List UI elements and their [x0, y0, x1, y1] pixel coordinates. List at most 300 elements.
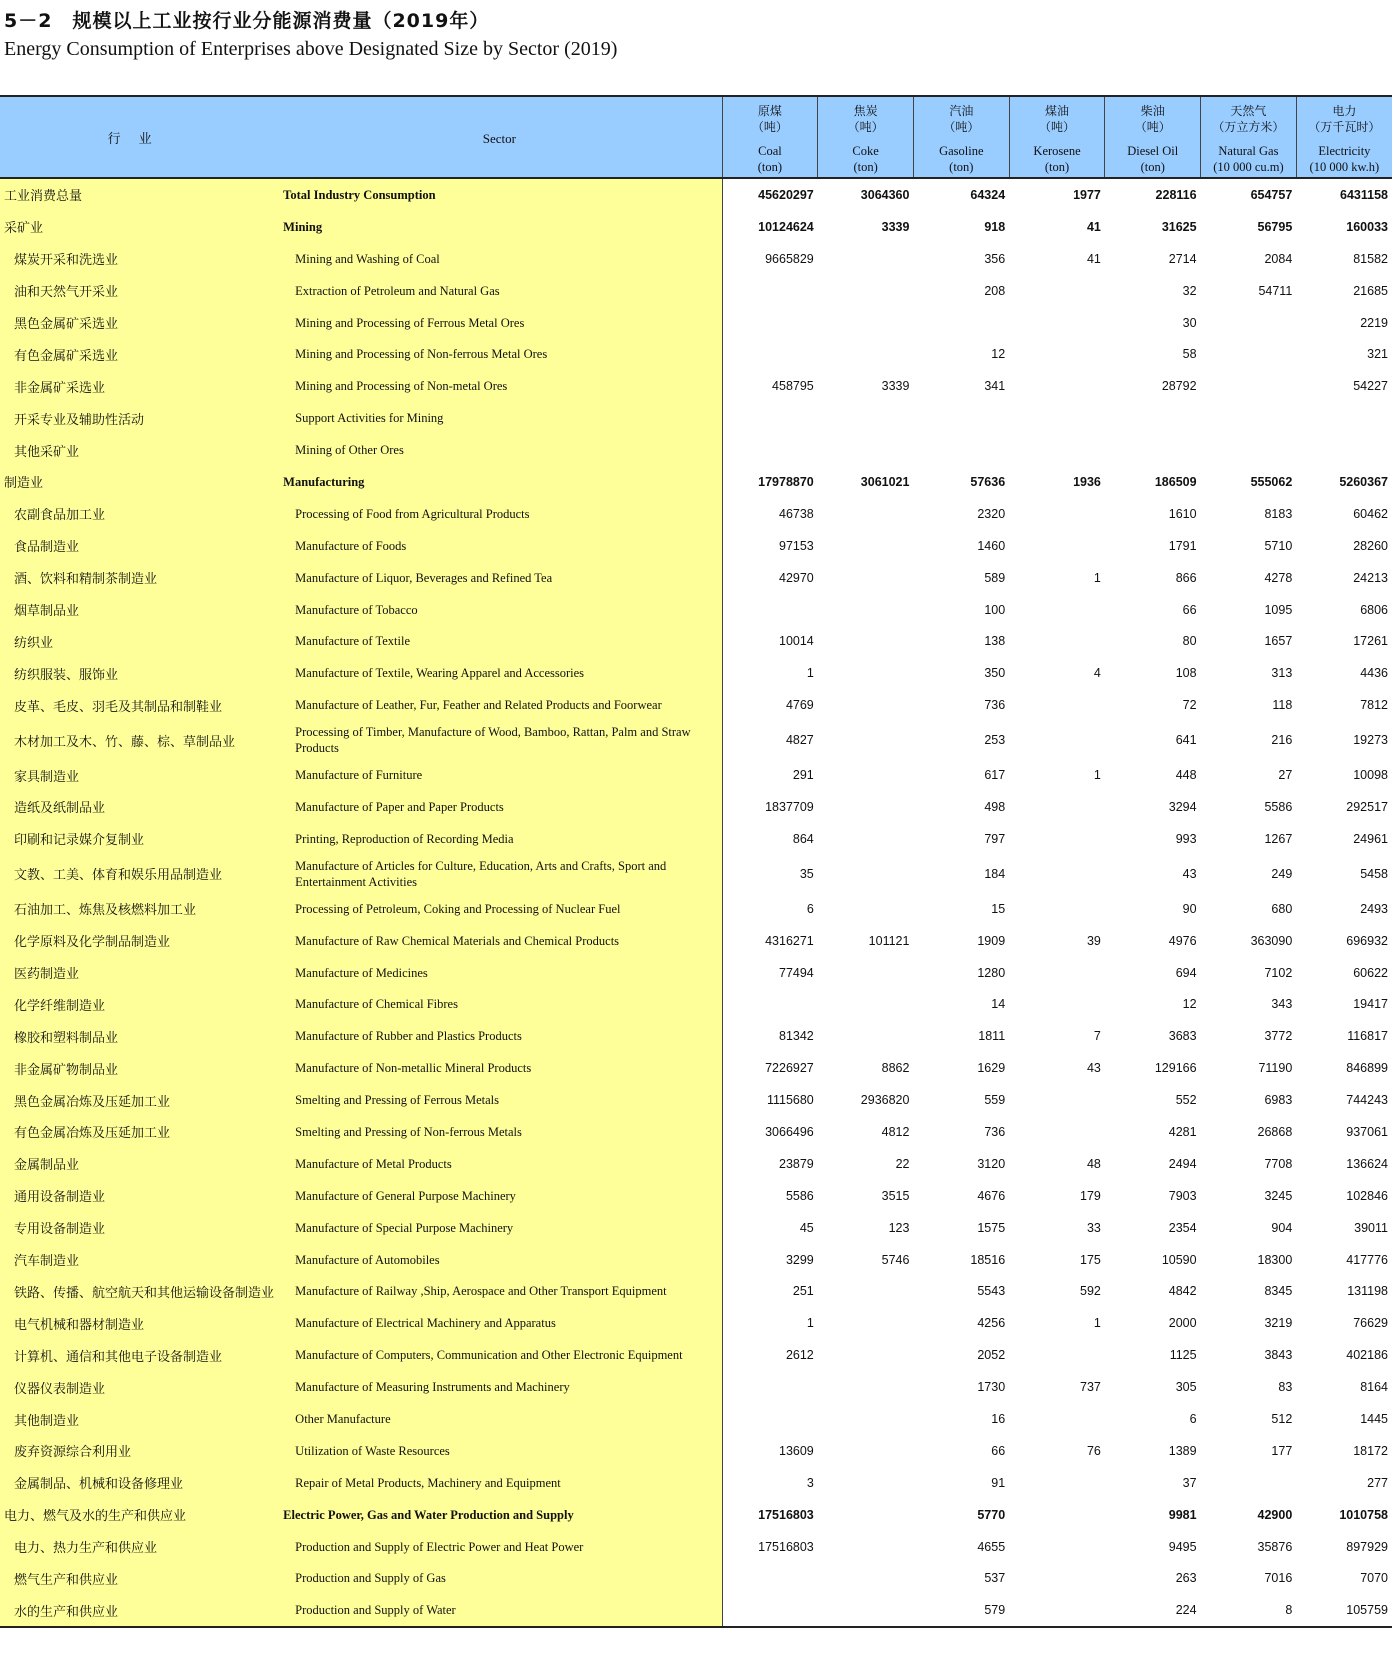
header-column-unit-chinese: （吨）	[751, 120, 788, 134]
sector-name-chinese: 非金属矿物制品业	[0, 1052, 277, 1084]
value-cell: 5260367	[1339, 474, 1388, 489]
sector-name-english: Manufacture of Electrical Machinery and Apparatus	[277, 1307, 722, 1339]
value-cell: 579	[913, 1594, 1009, 1627]
sector-name-chinese: 电力、燃气及水的生产和供应业	[0, 1499, 277, 1531]
value-cell	[818, 957, 914, 989]
value-cell: 97153	[779, 538, 814, 553]
value-cell	[1009, 402, 1105, 434]
value-cell: 17516803	[758, 1507, 814, 1522]
sector-name-chinese: 石油加工、炼焦及核燃料加工业	[0, 893, 277, 925]
sector-name-english: Support Activities for Mining	[277, 402, 722, 434]
table-row	[0, 1531, 1392, 1563]
value-cell: 7102	[1264, 965, 1293, 980]
sector-name-chinese: 医药制造业	[0, 957, 277, 989]
value-cell: 37	[1182, 1475, 1197, 1490]
header-column-labels	[1297, 97, 1392, 175]
table-row	[0, 1084, 1392, 1116]
value-cell: 3683	[1168, 1029, 1197, 1044]
sector-name-english: Production and Supply of Gas	[277, 1563, 722, 1595]
sector-name-chinese: 通用设备制造业	[0, 1180, 277, 1212]
value-cell: 2714	[1168, 251, 1197, 266]
value-cell	[818, 893, 914, 925]
value-cell	[722, 594, 818, 626]
value-cell	[818, 988, 914, 1020]
value-cell: 46738	[779, 506, 814, 521]
value-cell	[1009, 275, 1105, 307]
value-cell: 129166	[1154, 1061, 1197, 1076]
value-cell: 71190	[1258, 1061, 1293, 1076]
value-cell: 30	[1182, 315, 1197, 330]
value-cell: 1	[1093, 1316, 1101, 1331]
value-cell: 18516	[970, 1252, 1006, 1267]
value-cell: 696932	[1346, 933, 1388, 948]
value-cell: 138	[984, 634, 1006, 649]
table-row	[0, 1403, 1392, 1435]
value-cell: 1837709	[765, 799, 814, 814]
value-cell: 4281	[1168, 1124, 1197, 1139]
header-column-name-chinese: 原煤	[757, 104, 782, 118]
table-row	[0, 1467, 1392, 1499]
sector-name-chinese: 金属制品、机械和设备修理业	[0, 1467, 277, 1499]
value-cell	[1009, 988, 1105, 1020]
value-cell: 321	[1367, 347, 1388, 362]
value-cell: 3772	[1264, 1029, 1293, 1044]
value-cell: 737	[1080, 1380, 1101, 1395]
value-cell	[722, 275, 818, 307]
value-cell: 216	[1271, 733, 1293, 748]
value-cell: 1610	[1168, 506, 1197, 521]
sector-name-chinese: 煤炭开采和洗选业	[0, 243, 277, 275]
value-cell: 356	[984, 251, 1006, 266]
sector-name-chinese: 铁路、传播、航空航天和其他运输设备制造业	[0, 1276, 277, 1308]
sector-name-chinese: 电力、热力生产和供应业	[0, 1531, 277, 1563]
header-column	[1105, 96, 1201, 178]
value-cell: 417776	[1346, 1252, 1388, 1267]
value-cell: 1267	[1264, 831, 1293, 846]
value-cell: 43	[1086, 1061, 1101, 1076]
header-column-unit-english: (ton)	[1044, 160, 1070, 174]
value-cell	[913, 307, 1009, 339]
value-cell: 897929	[1346, 1539, 1388, 1554]
header-sector-english-label: Sector	[482, 130, 516, 146]
sector-name-english: Total Industry Consumption	[277, 178, 722, 211]
value-cell: 56795	[1257, 219, 1293, 234]
header-column-unit-chinese: （吨）	[943, 120, 980, 134]
sector-name-chinese: 家具制造业	[0, 759, 277, 791]
value-cell	[722, 1563, 818, 1595]
sector-name-english: Mining of Other Ores	[277, 434, 722, 466]
value-cell: 4812	[881, 1124, 910, 1139]
table-row	[0, 1307, 1392, 1339]
value-cell: 3339	[881, 219, 910, 234]
value-cell	[1201, 338, 1297, 370]
value-cell: 3339	[881, 379, 910, 394]
value-cell: 175	[1080, 1252, 1101, 1267]
value-cell: 10124624	[758, 219, 814, 234]
sector-name-chinese: 金属制品业	[0, 1148, 277, 1180]
sector-name-english: Manufacture of Tobacco	[277, 594, 722, 626]
sector-name-english: Electric Power, Gas and Water Production and Supply	[277, 1499, 722, 1531]
table-row	[0, 625, 1392, 657]
sector-name-chinese: 其他采矿业	[0, 434, 277, 466]
value-cell: 17978870	[758, 474, 814, 489]
sector-name-english: Manufacture of Metal Products	[277, 1148, 722, 1180]
value-cell: 177	[1271, 1443, 1293, 1458]
value-cell: 31625	[1161, 219, 1197, 234]
value-cell: 7	[1093, 1029, 1101, 1044]
value-cell: 24213	[1353, 570, 1388, 585]
value-cell: 363090	[1250, 933, 1293, 948]
value-cell: 589	[984, 570, 1006, 585]
value-cell	[818, 1307, 914, 1339]
value-cell: 866	[1175, 570, 1197, 585]
table-row	[0, 1339, 1392, 1371]
value-cell: 2320	[977, 506, 1006, 521]
value-cell	[1009, 893, 1105, 925]
header-column	[722, 96, 818, 178]
value-cell: 4436	[1360, 666, 1388, 681]
table-row	[0, 1371, 1392, 1403]
sector-name-english: Mining and Washing of Coal	[277, 243, 722, 275]
sector-name-english: Processing of Petroleum, Coking and Processing of Nuclear Fuel	[277, 893, 722, 925]
sector-name-chinese: 造纸及纸制品业	[0, 791, 277, 823]
value-cell: 537	[984, 1571, 1006, 1586]
sector-name-chinese: 油和天然气开采业	[0, 275, 277, 307]
sector-name-english: Other Manufacture	[277, 1403, 722, 1435]
value-cell	[818, 434, 914, 466]
sector-name-english: Repair of Metal Products, Machinery and Equipment	[277, 1467, 722, 1499]
value-cell	[1296, 434, 1392, 466]
value-cell	[1201, 434, 1297, 466]
value-cell	[1009, 1499, 1105, 1531]
sector-name-english: Mining and Processing of Ferrous Metal Ores	[277, 307, 722, 339]
value-cell: 1010758	[1339, 1507, 1388, 1522]
value-cell: 160033	[1346, 219, 1388, 234]
header-column-unit-chinese: （吨）	[1039, 120, 1076, 134]
table-row	[0, 1244, 1392, 1276]
value-cell: 17261	[1353, 634, 1388, 649]
header-column	[1201, 96, 1297, 178]
value-cell: 118	[1272, 698, 1293, 713]
value-cell: 1115680	[766, 1093, 814, 1108]
value-cell: 186509	[1154, 474, 1197, 489]
value-cell: 72	[1182, 698, 1197, 713]
table-row	[0, 434, 1392, 466]
value-cell: 83	[1278, 1380, 1293, 1395]
value-cell	[1009, 498, 1105, 530]
value-cell: 10098	[1353, 768, 1388, 783]
value-cell: 19417	[1353, 997, 1388, 1012]
value-cell: 57636	[970, 474, 1006, 489]
sector-name-english: Extraction of Petroleum and Natural Gas	[277, 275, 722, 307]
table-row	[0, 1148, 1392, 1180]
value-cell: 5770	[977, 1507, 1006, 1522]
header-column-labels	[1201, 97, 1296, 175]
header-column-name-chinese: 天然气	[1230, 104, 1267, 118]
value-cell: 5586	[1264, 799, 1293, 814]
value-cell	[722, 988, 818, 1020]
value-cell	[1105, 402, 1201, 434]
sector-name-chinese: 黑色金属矿采选业	[0, 307, 277, 339]
sector-name-english: Mining and Processing of Non-metal Ores	[277, 370, 722, 402]
value-cell: 76629	[1353, 1316, 1388, 1331]
value-cell: 3066496	[765, 1124, 814, 1139]
header-column-name-english: Coke	[852, 144, 879, 158]
header-column-unit-chinese: （万立方米）	[1212, 120, 1285, 134]
value-cell: 592	[1080, 1284, 1101, 1299]
sector-name-chinese: 制造业	[0, 466, 277, 498]
value-cell	[818, 855, 914, 893]
value-cell: 864	[792, 831, 814, 846]
value-cell: 8183	[1264, 506, 1293, 521]
value-cell	[1009, 689, 1105, 721]
sector-name-english: Manufacture of Textile	[277, 625, 722, 657]
value-cell: 18172	[1353, 1443, 1388, 1458]
table-row	[0, 402, 1392, 434]
header-column	[1009, 96, 1105, 178]
value-cell: 33	[1086, 1220, 1101, 1235]
value-cell: 744243	[1346, 1093, 1388, 1108]
value-cell: 8862	[881, 1061, 910, 1076]
value-cell: 7708	[1264, 1156, 1293, 1171]
value-cell	[818, 823, 914, 855]
value-cell	[1009, 307, 1105, 339]
sector-name-english: Production and Supply of Electric Power and Heat Power	[277, 1531, 722, 1563]
value-cell: 249	[1271, 866, 1293, 881]
value-cell	[818, 1403, 914, 1435]
value-cell: 4256	[977, 1316, 1006, 1331]
value-cell: 2084	[1264, 251, 1293, 266]
value-cell: 1	[1093, 570, 1101, 585]
value-cell: 64324	[970, 187, 1006, 202]
value-cell: 45620297	[758, 187, 814, 202]
value-cell	[818, 759, 914, 791]
value-cell: 42970	[779, 570, 814, 585]
value-cell: 6431158	[1340, 187, 1388, 202]
table-row	[0, 893, 1392, 925]
value-cell: 41	[1086, 219, 1101, 234]
value-cell: 9665829	[765, 251, 814, 266]
value-cell	[1201, 307, 1297, 339]
value-cell: 7016	[1264, 1571, 1293, 1586]
value-cell	[1105, 434, 1201, 466]
value-cell: 15	[991, 901, 1006, 916]
sector-name-english: Mining and Processing of Non-ferrous Metal Ores	[277, 338, 722, 370]
table-row	[0, 1116, 1392, 1148]
value-cell	[1009, 338, 1105, 370]
header-column	[913, 96, 1009, 178]
value-cell: 18300	[1257, 1252, 1293, 1267]
header-column-name-chinese: 焦炭	[853, 104, 878, 118]
value-cell	[818, 1594, 914, 1627]
value-cell	[818, 243, 914, 275]
value-cell: 1095	[1264, 602, 1293, 617]
header-row	[0, 96, 1392, 178]
sector-name-english: Printing, Reproduction of Recording Media	[277, 823, 722, 855]
value-cell: 993	[1175, 831, 1197, 846]
value-cell: 313	[1271, 666, 1293, 681]
table-row	[0, 1499, 1392, 1531]
value-cell: 7226927	[765, 1061, 814, 1076]
value-cell: 253	[984, 733, 1006, 748]
value-cell: 4827	[785, 733, 814, 748]
table-row	[0, 957, 1392, 989]
value-cell: 263	[1175, 1571, 1197, 1586]
value-cell: 341	[984, 379, 1006, 394]
header-column-name-english: Coal	[758, 144, 782, 158]
value-cell	[818, 1467, 914, 1499]
value-cell: 77494	[779, 965, 814, 980]
value-cell: 35	[799, 866, 814, 881]
value-cell: 5543	[977, 1284, 1006, 1299]
value-cell: 9981	[1168, 1507, 1197, 1522]
value-cell	[1201, 370, 1297, 402]
table-row	[0, 243, 1392, 275]
value-cell: 179	[1080, 1188, 1101, 1203]
sector-name-english: Manufacture of Special Purpose Machinery	[277, 1212, 722, 1244]
table-row	[0, 211, 1392, 243]
value-cell: 654757	[1250, 187, 1293, 202]
value-cell: 81342	[779, 1029, 814, 1044]
table-row	[0, 1180, 1392, 1212]
sector-name-chinese: 废弃资源综合利用业	[0, 1435, 277, 1467]
value-cell: 66	[1182, 602, 1197, 617]
value-cell: 1936	[1073, 474, 1101, 489]
value-cell	[1009, 1116, 1105, 1148]
table-row	[0, 759, 1392, 791]
header-column-name-english: Natural Gas	[1218, 144, 1279, 158]
value-cell	[722, 1371, 818, 1403]
table-row	[0, 594, 1392, 626]
sector-name-english: Manufacture of Raw Chemical Materials and Chemical Products	[277, 925, 722, 957]
value-cell: 3064360	[860, 187, 910, 202]
value-cell	[818, 594, 914, 626]
sector-name-english: Manufacture of Textile, Wearing Apparel and Accessories	[277, 657, 722, 689]
header-sector-chinese-label: 行业	[107, 131, 170, 147]
header-column-name-english: Diesel Oil	[1127, 144, 1179, 158]
value-cell: 350	[984, 666, 1006, 681]
value-cell: 559	[984, 1093, 1006, 1108]
value-cell: 448	[1175, 768, 1197, 783]
value-cell: 846899	[1346, 1061, 1388, 1076]
value-cell: 5586	[785, 1188, 814, 1203]
table-row	[0, 562, 1392, 594]
sector-name-chinese: 烟草制品业	[0, 594, 277, 626]
value-cell: 14	[991, 997, 1006, 1012]
sector-name-chinese: 化学纤维制造业	[0, 988, 277, 1020]
value-cell	[818, 402, 914, 434]
value-cell: 17516803	[758, 1539, 814, 1554]
value-cell: 2219	[1360, 315, 1388, 330]
value-cell: 123	[888, 1220, 910, 1235]
value-cell: 6	[806, 901, 814, 916]
value-cell: 3061021	[860, 474, 910, 489]
table-row	[0, 1020, 1392, 1052]
value-cell: 343	[1271, 997, 1293, 1012]
sector-name-chinese: 非金属矿采选业	[0, 370, 277, 402]
value-cell	[818, 657, 914, 689]
sector-name-chinese: 燃气生产和供应业	[0, 1563, 277, 1595]
value-cell	[818, 625, 914, 657]
value-cell: 2612	[785, 1348, 814, 1363]
table-row	[0, 466, 1392, 498]
value-cell: 27	[1278, 768, 1293, 783]
sector-name-chinese: 化学原料及化学制品制造业	[0, 925, 277, 957]
sector-name-english: Smelting and Pressing of Non-ferrous Metals	[277, 1116, 722, 1148]
value-cell	[818, 1531, 914, 1563]
value-cell	[1201, 402, 1297, 434]
value-cell: 22	[895, 1156, 910, 1171]
sector-name-chinese: 皮革、毛皮、羽毛及其制品和制鞋业	[0, 689, 277, 721]
value-cell: 9495	[1168, 1539, 1197, 1554]
value-cell: 12	[991, 347, 1006, 362]
value-cell	[1009, 791, 1105, 823]
value-cell: 305	[1175, 1380, 1197, 1395]
value-cell: 1977	[1073, 187, 1101, 202]
sector-name-english: Manufacture of Measuring Instruments and Machinery	[277, 1371, 722, 1403]
value-cell: 1	[1093, 768, 1101, 783]
value-cell: 277	[1367, 1475, 1388, 1490]
header-column-name-english: Electricity	[1318, 144, 1371, 158]
value-cell	[1296, 402, 1392, 434]
value-cell: 102846	[1346, 1188, 1388, 1203]
sector-name-chinese: 工业消费总量	[0, 178, 277, 211]
value-cell: 54711	[1258, 283, 1293, 298]
value-cell: 2494	[1168, 1156, 1197, 1171]
sector-name-english: Processing of Timber, Manufacture of Wood, Bamboo, Rattan, Palm and Straw Products	[277, 721, 722, 759]
value-cell: 1811	[978, 1029, 1006, 1044]
value-cell: 2000	[1168, 1316, 1197, 1331]
value-cell: 1389	[1168, 1443, 1197, 1458]
value-cell: 24961	[1353, 831, 1388, 846]
sector-name-english: Manufacture of Furniture	[277, 759, 722, 791]
table-row	[0, 1276, 1392, 1308]
value-cell: 4676	[977, 1188, 1006, 1203]
header-sector-english	[277, 96, 722, 178]
value-cell: 736	[984, 1124, 1006, 1139]
value-cell: 5458	[1360, 866, 1388, 881]
table-row	[0, 178, 1392, 211]
value-cell	[1009, 1339, 1105, 1371]
sector-name-english: Manufacturing	[277, 466, 722, 498]
table-row	[0, 1563, 1392, 1595]
table-row	[0, 823, 1392, 855]
value-cell	[818, 1499, 914, 1531]
sector-name-english: Production and Supply of Water	[277, 1594, 722, 1627]
sector-name-chinese: 开采专业及辅助性活动	[0, 402, 277, 434]
table-row	[0, 307, 1392, 339]
value-cell	[1009, 434, 1105, 466]
value-cell: 918	[984, 219, 1006, 234]
header-column-unit-english: (ton)	[949, 160, 974, 174]
value-cell: 2936820	[860, 1093, 910, 1108]
sector-name-chinese: 计算机、通信和其他电子设备制造业	[0, 1339, 277, 1371]
value-cell	[818, 1020, 914, 1052]
value-cell: 60622	[1353, 965, 1388, 980]
value-cell: 105759	[1296, 1594, 1392, 1627]
sector-name-english: Manufacture of Rubber and Plastics Products	[277, 1020, 722, 1052]
value-cell	[1009, 721, 1105, 759]
value-cell: 28792	[1161, 379, 1197, 394]
value-cell: 797	[984, 831, 1006, 846]
value-cell: 1460	[977, 538, 1006, 553]
sector-name-chinese: 酒、饮料和精制茶制造业	[0, 562, 277, 594]
sector-name-chinese: 木材加工及木、竹、藤、棕、草制品业	[0, 721, 277, 759]
value-cell: 28260	[1353, 538, 1388, 553]
value-cell: 402186	[1346, 1348, 1388, 1363]
value-cell: 5746	[881, 1252, 910, 1267]
value-cell: 12	[1182, 997, 1197, 1012]
